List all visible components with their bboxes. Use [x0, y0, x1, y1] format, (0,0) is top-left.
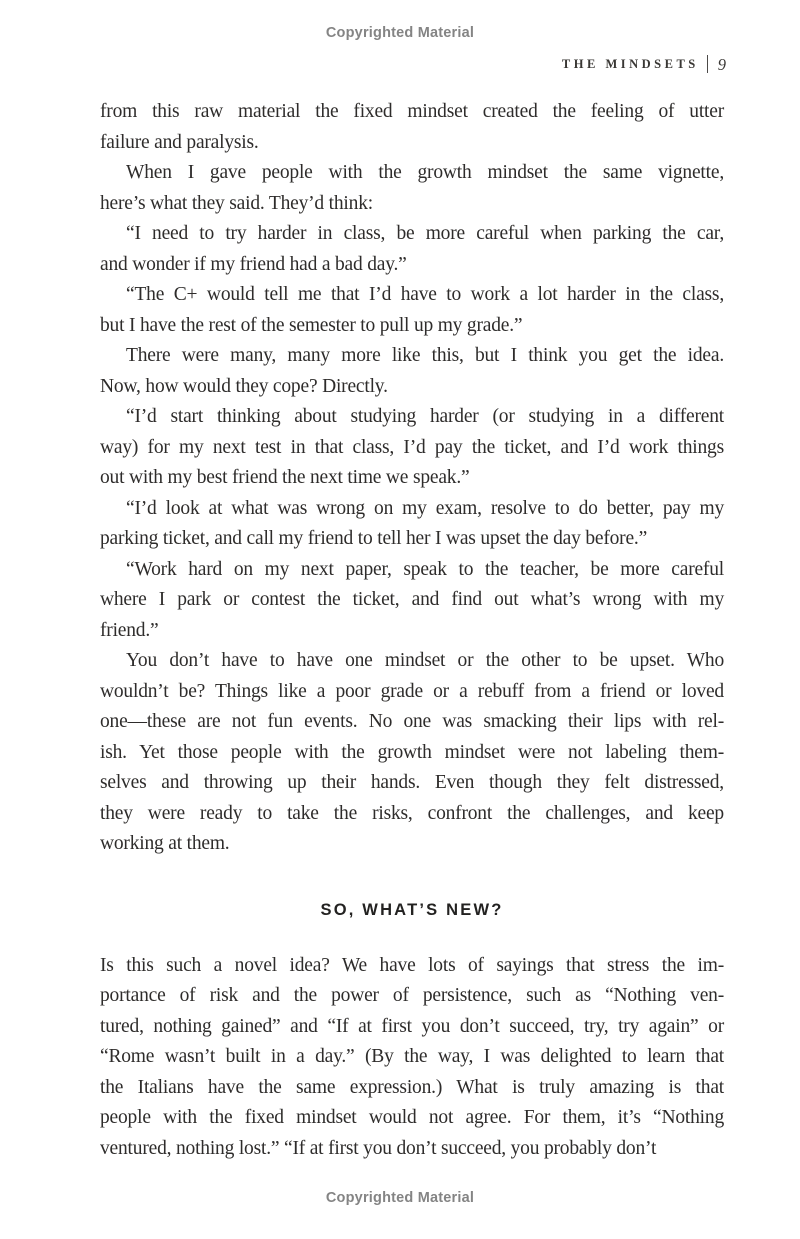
text-line: “I’d look at what was wrong on my exam, resolve to do better, pay my [126, 497, 724, 519]
text-line: There were many, many more like this, but I think you get the idea. [126, 345, 724, 366]
text-block [100, 97, 724, 1164]
text-line: and wonder if my friend had a bad day.” [100, 253, 407, 275]
paragraph [100, 646, 724, 860]
text-line: here’s what they said. They’d think: [100, 192, 373, 214]
text-line: way) for my next test in that class, I’d pay the ticket, and I’d work things [100, 436, 724, 458]
section-heading: SO, WHAT’S NEW? [320, 900, 504, 919]
text-line: “Rome wasn’t built in a day.” (By the way, I was delighted to learn that [100, 1046, 724, 1067]
text-line: people with the fixed mindset would not agree. For them, it’s “Nothing [100, 1107, 724, 1128]
text-line: parking ticket, and call my friend to tell her I was upset the day before.” [100, 528, 648, 549]
paragraph [100, 219, 724, 280]
text-line: Now, how would they cope? Directly. [100, 375, 388, 397]
paragraph [100, 494, 724, 555]
text-line: but I have the rest of the semester to pull up my grade.” [100, 314, 523, 336]
text-line: wouldn’t be? Things like a poor grade or a rebuff from a friend or loved [100, 680, 724, 702]
text-line: from this raw material the fixed mindset created the feeling of utter [100, 101, 724, 122]
paragraph [100, 341, 724, 402]
paragraph [100, 555, 724, 647]
text-line: tured, nothing gained” and “If at first you don’t succeed, try, try again” or [100, 1015, 724, 1037]
copyright-notice-top: Copyrighted Material [325, 25, 475, 41]
text-line: failure and paralysis. [100, 131, 259, 153]
paragraph [100, 951, 724, 1165]
text-line: the Italians have the same expression.) What is truly amazing is that [100, 1076, 724, 1098]
text-line: “I need to try harder in class, be more careful when parking the car, [126, 223, 724, 244]
text-line: selves and throwing up their hands. Even though they felt distressed, [100, 772, 724, 793]
text-line: ventured, nothing lost.” “If at first you don’t succeed, you probably don’t [100, 1137, 657, 1159]
paragraph [100, 402, 724, 494]
text-line: portance of risk and the power of persistence, such as “Nothing ven- [100, 985, 724, 1006]
running-head-separator [707, 55, 708, 73]
page-number: 9 [717, 54, 726, 74]
running-head-title: THE MINDSETS [561, 56, 699, 71]
text-line: You don’t have to have one mindset or the other to be upset. Who [126, 650, 724, 671]
paragraph [100, 97, 724, 158]
text-line: out with my best friend the next time we speak.” [100, 467, 470, 488]
text-line: “I’d start thinking about studying harder (or studying in a different [126, 406, 724, 427]
text-line: ish. Yet those people with the growth mindset were not labeling them- [100, 741, 724, 763]
text-line: friend.” [100, 619, 159, 641]
text-line: working at them. [100, 833, 230, 854]
running-head [562, 53, 726, 75]
text-line: “Work hard on my next paper, speak to the teacher, be more careful [126, 558, 724, 580]
paragraph [100, 158, 724, 219]
copyright-notice-bottom: Copyrighted Material [325, 1190, 475, 1206]
text-line: Is this such a novel idea? We have lots of sayings that stress the im- [100, 954, 724, 976]
text-line: When I gave people with the growth mindset the same vignette, [126, 162, 724, 183]
text-line: where I park or contest the ticket, and find out what’s wrong with my [100, 589, 724, 610]
text-line: they were ready to take the risks, confront the challenges, and keep [100, 802, 724, 824]
text-line: “The C+ would tell me that I’d have to work a lot harder in the class, [126, 284, 724, 305]
paragraph [100, 280, 724, 341]
text-line: one—these are not fun events. No one was smacking their lips with rel- [100, 711, 724, 732]
